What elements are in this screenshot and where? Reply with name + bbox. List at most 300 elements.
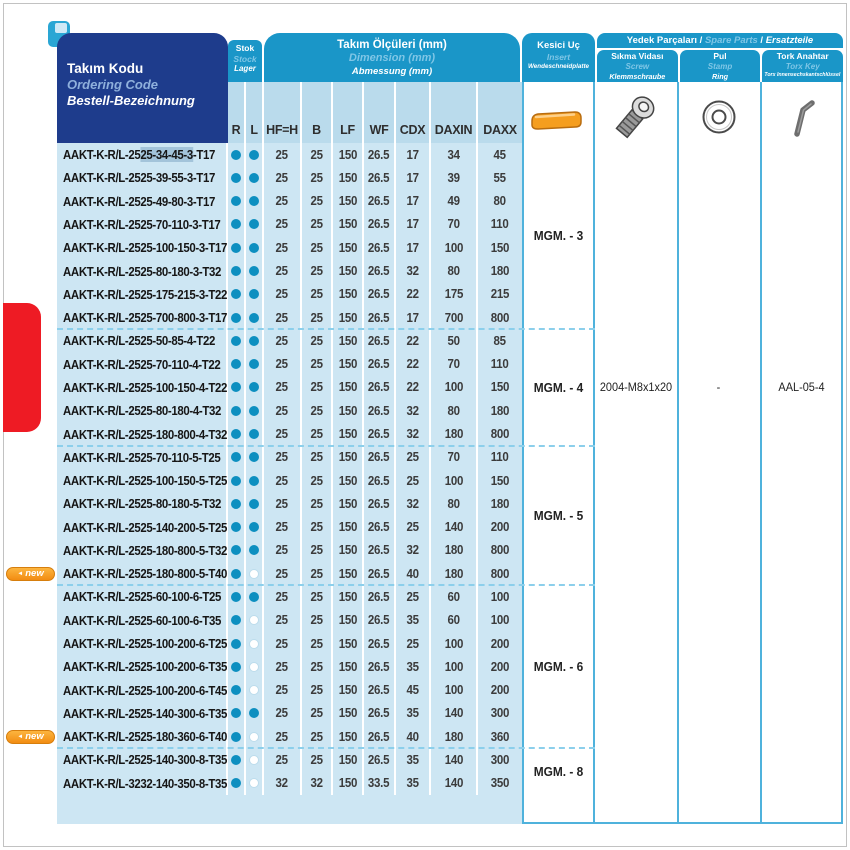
table-row (57, 190, 522, 213)
table-row (57, 353, 522, 376)
dim-value: 35 (406, 659, 419, 674)
dim-value: 60 (447, 589, 460, 604)
tool-code[interactable]: AAKT-K-R/L-2525-100-150-5-T25 (63, 473, 227, 489)
dim-value: 150 (338, 543, 357, 558)
washer-part-number: - (716, 382, 721, 394)
tool-code[interactable]: AAKT-K-R/L-2525-60-100-6-T35 (63, 612, 221, 628)
tool-code-cell[interactable] (57, 236, 228, 259)
tool-code[interactable]: AAKT-K-R/L-2525-100-200-6-T45 (63, 682, 227, 698)
dim-value-cell (302, 725, 333, 748)
dim-value-cell (396, 329, 431, 352)
dim-value-cell (364, 702, 396, 725)
tool-code-cell[interactable] (57, 516, 228, 539)
dim-value-cell (396, 422, 431, 445)
table-row (57, 585, 522, 608)
tool-code[interactable]: AAKT-K-R/L-2525-180-800-5-T40 (63, 566, 227, 582)
dim-value-cell (302, 492, 333, 515)
tool-code[interactable]: AAKT-K-R/L-2525-49-80-3-T17 (63, 193, 215, 209)
group-separator (57, 445, 595, 447)
dim-value: 25 (275, 659, 289, 674)
stock-dot-r-cell (228, 725, 246, 748)
table-row (57, 376, 522, 399)
col-r: R (228, 82, 246, 143)
dim-value: 17 (406, 147, 419, 162)
stock-dot-r (231, 592, 241, 602)
tool-code-cell[interactable] (57, 353, 228, 376)
text-selection[interactable]: 25-34-45-3 (140, 147, 193, 163)
dim-value-cell (333, 422, 364, 445)
dim-value-cell (431, 562, 478, 585)
tool-code[interactable]: AAKT-K-R/L-2525-100-200-6-T25 (63, 636, 227, 652)
dim-value: 25 (310, 217, 323, 232)
badge-label: new (25, 731, 44, 743)
tool-code[interactable]: AAKT-K-R/L-2525-34-45-3-T17 (63, 147, 215, 163)
tool-code[interactable]: AAKT-K-R/L-2525-700-800-3-T17 (63, 310, 227, 326)
dim-value: 25 (275, 706, 289, 721)
bookmark-notch (55, 23, 67, 33)
tool-code[interactable]: AAKT-K-R/L-2525-70-110-5-T25 (63, 449, 221, 465)
dim-value: 45 (493, 147, 507, 162)
dim-value: 25 (275, 450, 289, 465)
dim-value: 200 (490, 636, 510, 651)
stock-dot-r (231, 755, 241, 765)
dim-value-cell (396, 539, 431, 562)
dim-value-cell (478, 353, 522, 376)
dim-value: 26.5 (368, 357, 390, 372)
tool-code[interactable]: AAKT-K-R/L-2525-60-100-6-T25 (63, 589, 221, 605)
tool-code[interactable]: AAKT-K-R/L-2525-80-180-3-T32 (63, 263, 221, 279)
stock-dot-l-cell (246, 306, 264, 329)
dim-value-cell (333, 562, 364, 585)
dim-value: 150 (338, 636, 357, 651)
dim-value-cell (302, 469, 333, 492)
tool-code[interactable]: AAKT-K-R/L-2525-70-110-4-T22 (63, 356, 221, 372)
table-row (57, 329, 522, 352)
dim-value: 25 (310, 752, 323, 767)
dim-value: 26.5 (368, 496, 390, 511)
dimensions-header (264, 33, 520, 82)
dim-value: 150 (338, 706, 357, 721)
col-cdx: CDX (396, 82, 431, 143)
dim-value-cell (478, 399, 522, 422)
table-row (57, 748, 522, 771)
dim-value: 150 (338, 287, 357, 302)
tool-code-cell[interactable] (57, 772, 228, 795)
dim-value: 25 (275, 636, 289, 651)
dim-value-cell (264, 143, 302, 166)
dim-value: 150 (338, 589, 357, 604)
tool-code-cell[interactable] (57, 678, 228, 701)
stock-dot-r-cell (228, 399, 246, 422)
stock-dot-r (231, 545, 241, 555)
dim-value-cell (431, 678, 478, 701)
dim-value-cell (264, 492, 302, 515)
dim-value-cell (396, 446, 431, 469)
stock-dot-l (249, 569, 259, 579)
dim-value: 150 (490, 240, 510, 255)
dim-value-cell (364, 259, 396, 282)
dim-value-cell (302, 422, 333, 445)
dim-value: 150 (338, 310, 357, 325)
dim-value-cell (333, 609, 364, 632)
stock-dot-l-cell (246, 213, 264, 236)
dim-value-cell (431, 702, 478, 725)
insert-tr: Kesici Uç (537, 40, 580, 51)
tool-code-cell[interactable] (57, 306, 228, 329)
table-row (57, 306, 522, 329)
dim-value: 35 (406, 776, 419, 791)
new-badge (6, 567, 55, 581)
dim-value: 80 (493, 194, 507, 209)
tool-code[interactable]: AAKT-K-R/L-2525-140-300-6-T35 (63, 705, 227, 721)
dim-value-cell (302, 655, 333, 678)
tool-code[interactable]: AAKT-K-R/L-2525-100-150-3-T17 (63, 240, 227, 256)
table-row (57, 539, 522, 562)
dim-value-cell (364, 376, 396, 399)
col-b: B (302, 82, 333, 143)
dim-value: 100 (444, 380, 463, 395)
dim-value: 26.5 (368, 310, 390, 325)
badge-label: new (25, 568, 44, 580)
dim-value: 25 (275, 147, 289, 162)
stock-dot-r (231, 150, 241, 160)
dim-value-cell (333, 469, 364, 492)
ordering-code-en: Ordering Code (67, 77, 159, 93)
dim-value: 25 (310, 170, 323, 185)
table-row (57, 725, 522, 748)
tool-code-cell[interactable] (57, 702, 228, 725)
dim-value: 25 (310, 520, 323, 535)
dim-value: 26.5 (368, 240, 390, 255)
dim-value: 32 (406, 496, 419, 511)
tool-code-cell[interactable] (57, 143, 228, 166)
spare-columns-background (595, 82, 843, 824)
dim-value: 25 (310, 729, 323, 744)
stock-dot-r (231, 196, 241, 206)
dim-value-cell (264, 585, 302, 608)
dim-value: 25 (310, 613, 323, 628)
tool-code[interactable]: AAKT-K-R/L-2525-50-85-4-T22 (63, 333, 215, 349)
dim-value: 25 (310, 380, 323, 395)
tool-code-cell[interactable] (57, 399, 228, 422)
dim-value: 35 (406, 706, 419, 721)
stock-dot-r-cell (228, 446, 246, 469)
dim-value: 100 (444, 473, 463, 488)
dim-value: 25 (275, 287, 289, 302)
tool-code-cell[interactable] (57, 422, 228, 445)
tool-code-cell[interactable] (57, 725, 228, 748)
dim-value: 60 (447, 613, 460, 628)
dim-value-cell (478, 329, 522, 352)
tool-code-cell[interactable] (57, 492, 228, 515)
tool-code[interactable]: AAKT-K-R/L-3232-140-350-8-T35 (63, 775, 227, 791)
stock-dot-l-cell (246, 702, 264, 725)
table-row (57, 702, 522, 725)
badge-arrow-icon: ◄ (17, 733, 24, 740)
col-daxin: DAXIN (431, 82, 478, 143)
dim-value: 26.5 (368, 659, 390, 674)
insert-icon (528, 104, 586, 134)
dim-value-cell (264, 678, 302, 701)
dim-value: 26.5 (368, 752, 390, 767)
dim-value: 25 (310, 310, 323, 325)
dim-value-cell (431, 422, 478, 445)
dim-value-cell (431, 725, 478, 748)
stock-dot-r-cell (228, 190, 246, 213)
dimensions-en: Dimension (mm) (348, 52, 436, 65)
dim-value-cell (264, 655, 302, 678)
dim-value-cell (478, 539, 522, 562)
dim-value-cell (333, 353, 364, 376)
dim-value-cell (431, 143, 478, 166)
tool-code-cell[interactable] (57, 213, 228, 236)
dim-value-cell (264, 748, 302, 771)
dim-value: 350 (490, 776, 510, 791)
tool-code-cell[interactable] (57, 190, 228, 213)
dim-value: 110 (491, 217, 509, 232)
tool-code-cell[interactable] (57, 632, 228, 655)
stock-dot-l (249, 313, 259, 323)
spare-parts-de: Ersatzteile (765, 35, 814, 46)
stock-dot-r (231, 173, 241, 183)
dim-value: 25 (275, 333, 289, 348)
table-row (57, 166, 522, 189)
dim-value-cell (333, 748, 364, 771)
dim-value: 25 (275, 170, 289, 185)
dim-value-cell (431, 376, 478, 399)
dim-value: 26.5 (368, 613, 390, 628)
tool-code[interactable]: AAKT-K-R/L-2525-175-215-3-T22 (63, 286, 227, 302)
dim-value-cell (264, 236, 302, 259)
dim-value: 25 (310, 403, 323, 418)
tool-code-cell[interactable] (57, 562, 228, 585)
dim-value: 150 (338, 403, 357, 418)
dim-value: 25 (310, 683, 323, 698)
stock-dot-r (231, 662, 241, 672)
dim-value: 70 (447, 357, 460, 372)
dim-value: 100 (444, 240, 463, 255)
dim-value-cell (478, 655, 522, 678)
stock-dot-l-cell (246, 725, 264, 748)
stock-dot-l-cell (246, 562, 264, 585)
tool-code[interactable]: AAKT-K-R/L-2525-80-180-4-T32 (63, 403, 221, 419)
dim-value: 110 (491, 357, 509, 372)
dim-value: 40 (406, 566, 419, 581)
dim-value-cell (431, 236, 478, 259)
dim-value: 215 (490, 287, 510, 302)
insert-column-background (522, 82, 595, 824)
table-row (57, 678, 522, 701)
stock-dot-r-cell (228, 562, 246, 585)
stock-dot-r-cell (228, 306, 246, 329)
dim-value-cell (302, 259, 333, 282)
dim-value: 25 (310, 333, 323, 348)
stock-dot-l-cell (246, 329, 264, 352)
dim-value: 150 (490, 473, 510, 488)
dim-value: 100 (490, 613, 510, 628)
dim-value: 25 (275, 543, 289, 558)
dim-value-cell (396, 166, 431, 189)
dim-value-cell (302, 353, 333, 376)
dim-value-cell (431, 353, 478, 376)
dim-value-cell (333, 190, 364, 213)
dim-value: 150 (338, 147, 357, 162)
stock-dot-l (249, 359, 259, 369)
torx-key-icon (782, 94, 820, 140)
stock-dot-l (249, 685, 259, 695)
dim-value: 25 (310, 636, 323, 651)
dim-value: 26.5 (368, 403, 390, 418)
dim-value: 25 (275, 752, 289, 767)
dim-value: 180 (444, 729, 463, 744)
table-row (57, 259, 522, 282)
stock-dot-r (231, 359, 241, 369)
dim-value: 25 (310, 147, 323, 162)
table-row (57, 283, 522, 306)
dim-value-cell (302, 306, 333, 329)
stock-dot-r-cell (228, 469, 246, 492)
dim-value: 25 (310, 194, 323, 209)
dim-value-cell (302, 190, 333, 213)
dim-value: 180 (444, 566, 463, 581)
dim-value-cell (364, 190, 396, 213)
tool-code-cell[interactable] (57, 585, 228, 608)
dim-value: 25 (310, 357, 323, 372)
dim-value: 32 (406, 403, 419, 418)
dim-value-cell (264, 422, 302, 445)
tool-code-cell[interactable] (57, 166, 228, 189)
dim-value: 800 (490, 566, 510, 581)
dim-value: 85 (493, 333, 507, 348)
dim-value: 26.5 (368, 636, 390, 651)
col-lf: LF (333, 82, 364, 143)
stock-dot-l-cell (246, 143, 264, 166)
stock-dot-r-cell (228, 609, 246, 632)
stock-dot-l-cell (246, 585, 264, 608)
tool-code-cell[interactable] (57, 283, 228, 306)
dim-value-cell (478, 678, 522, 701)
dim-value-cell (264, 213, 302, 236)
tool-code[interactable]: AAKT-K-R/L-2525-140-200-5-T25 (63, 519, 227, 535)
dim-value-cell (431, 469, 478, 492)
dim-value: 200 (490, 659, 510, 674)
dim-value-cell (364, 725, 396, 748)
tool-code[interactable]: AAKT-K-R/L-2525-140-300-8-T35 (63, 752, 227, 768)
dim-value: 80 (447, 264, 460, 279)
tool-code[interactable]: AAKT-K-R/L-2525-180-800-5-T32 (63, 542, 227, 558)
dim-value-cell (264, 632, 302, 655)
dim-value-cell (431, 306, 478, 329)
dim-value: 25 (406, 520, 419, 535)
dim-value: 25 (275, 380, 289, 395)
tool-code-cell[interactable] (57, 539, 228, 562)
tool-code-cell[interactable] (57, 748, 228, 771)
tool-code[interactable]: AAKT-K-R/L-2525-100-150-4-T22 (63, 379, 227, 395)
dim-value-cell (364, 283, 396, 306)
tool-code-cell[interactable] (57, 446, 228, 469)
dim-value-cell (396, 655, 431, 678)
stock-dot-l-cell (246, 236, 264, 259)
stock-dot-l (249, 243, 259, 253)
dim-value-cell (264, 399, 302, 422)
dim-value: 100 (444, 683, 463, 698)
tool-code-cell[interactable] (57, 329, 228, 352)
dim-value: 26.5 (368, 147, 390, 162)
tool-code-cell[interactable] (57, 609, 228, 632)
stock-dot-l-cell (246, 376, 264, 399)
tool-code[interactable]: AAKT-K-R/L-2525-80-180-5-T32 (63, 496, 221, 512)
stock-dot-r-cell (228, 632, 246, 655)
table-row (57, 562, 522, 585)
group-separator (57, 328, 595, 330)
stock-dot-l (249, 382, 259, 392)
table-row (57, 399, 522, 422)
dim-value: 140 (444, 752, 463, 767)
dim-value-cell (431, 259, 478, 282)
stock-dot-l (249, 778, 259, 788)
dim-value-cell (478, 283, 522, 306)
dim-value: 25 (310, 659, 323, 674)
dim-value-cell (396, 376, 431, 399)
tool-code-cell[interactable] (57, 469, 228, 492)
dim-value-cell (264, 516, 302, 539)
dim-value-cell (431, 655, 478, 678)
stock-dot-r (231, 732, 241, 742)
tool-code[interactable]: AAKT-K-R/L-2525-39-55-3-T17 (63, 170, 215, 186)
col-wf: WF (364, 82, 396, 143)
stock-dot-r-cell (228, 585, 246, 608)
tool-code[interactable]: AAKT-K-R/L-2525-180-800-4-T32 (63, 426, 227, 442)
dim-value: 180 (490, 496, 510, 511)
stock-dot-l (249, 219, 259, 229)
dim-value: 26.5 (368, 520, 390, 535)
dim-value: 22 (406, 287, 419, 302)
dim-value-cell (302, 748, 333, 771)
stock-dot-l-cell (246, 399, 264, 422)
dim-value: 32 (275, 776, 289, 791)
dim-value-cell (364, 353, 396, 376)
dim-value-cell (333, 678, 364, 701)
screw-part-number: 2004-M8x1x20 (599, 382, 673, 394)
stock-dot-l-cell (246, 772, 264, 795)
tool-code-cell[interactable] (57, 259, 228, 282)
tool-code[interactable]: AAKT-K-R/L-2525-100-200-6-T35 (63, 659, 227, 675)
dim-value: 26.5 (368, 683, 390, 698)
tool-code-cell[interactable] (57, 376, 228, 399)
spare-parts-title: Yedek Parçaları / Spare Parts / Ersatzteile (597, 33, 843, 48)
stock-dot-l (249, 150, 259, 160)
dim-value: 175 (444, 287, 463, 302)
dim-value: 17 (406, 240, 419, 255)
dim-value: 50 (447, 333, 460, 348)
dim-value: 150 (338, 333, 357, 348)
dim-value-cell (478, 213, 522, 236)
dim-value-cell (333, 492, 364, 515)
tool-code[interactable]: AAKT-K-R/L-2525-180-360-6-T40 (63, 729, 227, 745)
dim-value-cell (364, 399, 396, 422)
tool-code[interactable]: AAKT-K-R/L-2525-70-110-3-T17 (63, 216, 221, 232)
dim-value: 25 (310, 496, 323, 511)
dim-value: 80 (447, 403, 460, 418)
table-row (57, 422, 522, 445)
insert-type-label: MGM. - 4 (533, 380, 584, 395)
dim-value: 25 (275, 194, 289, 209)
dim-value-cell (396, 516, 431, 539)
dim-value-cell (396, 609, 431, 632)
dim-value: 150 (338, 240, 357, 255)
stock-dot-r (231, 499, 241, 509)
tool-code-cell[interactable] (57, 655, 228, 678)
